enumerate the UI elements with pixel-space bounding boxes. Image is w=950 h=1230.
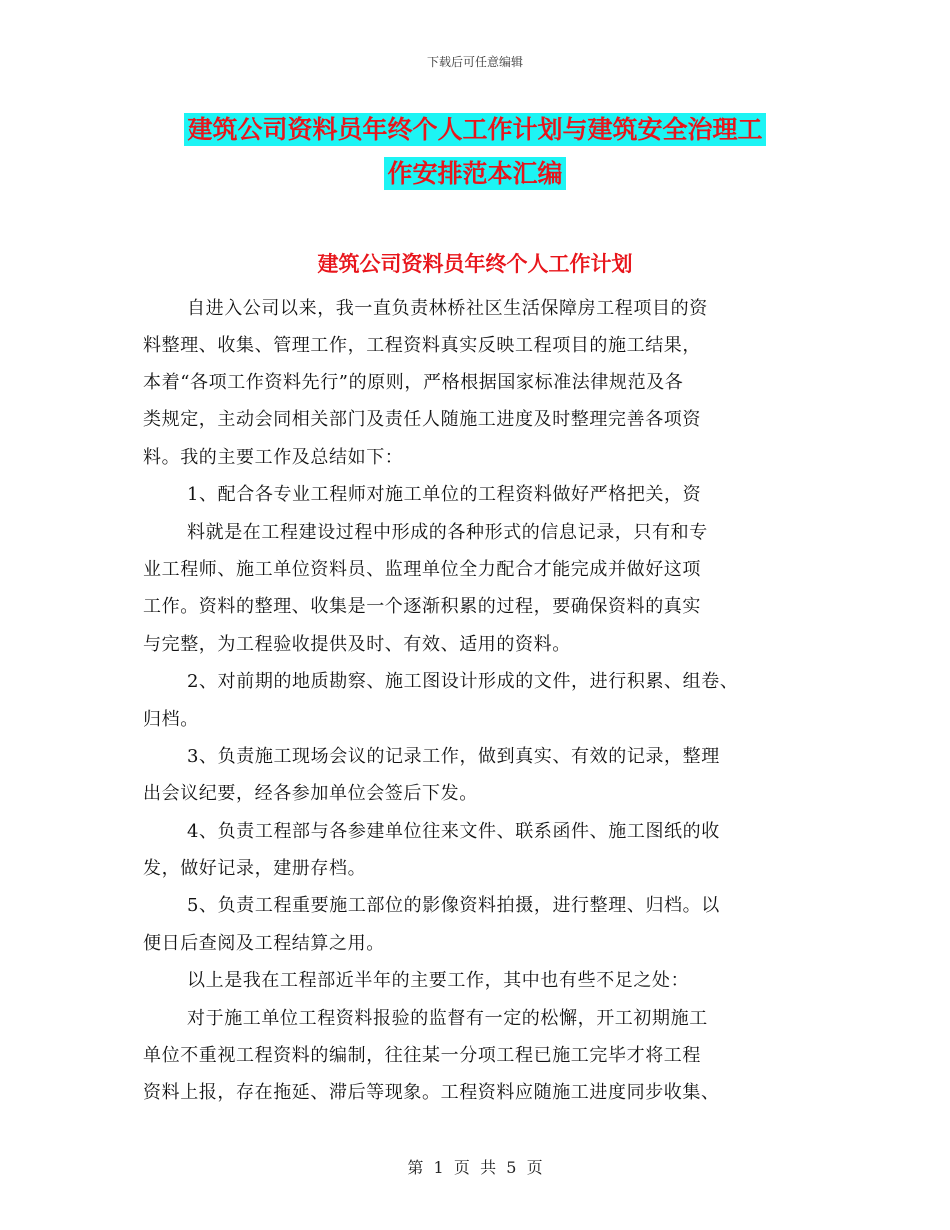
page-header-note: 下载后可任意编辑: [426, 55, 523, 69]
body-line: 本着“各项工作资料先行”的原则，严格根据国家标准法律规范及各: [143, 372, 684, 393]
title-line-1: [0, 113, 950, 147]
body-line: 料就是在工程建设过程中形成的各种形式的信息记录，只有和专: [187, 522, 708, 543]
title-line-2: [0, 157, 950, 191]
body-line: 以上是我在工程部近半年的主要工作，其中也有些不足之处：: [187, 970, 690, 991]
body-line: 单位不重视工程资料的编制，往往某一分项工程已施工完毕才将工程: [143, 1045, 701, 1066]
body-line: 对于施工单位工程资料报验的监督有一定的松懈，开工初期施工: [187, 1008, 708, 1029]
section-title: 建筑公司资料员年终个人工作计划: [317, 251, 633, 276]
body-line: 自进入公司以来，我一直负责林桥社区生活保障房工程项目的资: [187, 298, 708, 319]
body-line: 业工程师、施工单位资料员、监理单位全力配合才能完成并做好这项: [143, 559, 701, 580]
title-line-1-text: 建筑公司资料员年终个人工作计划与建筑安全治理工: [184, 113, 765, 146]
body-line: 资料上报，存在拖延、滞后等现象。工程资料应随施工进度同步收集、: [143, 1082, 720, 1103]
body-line: 发，做好记录，建册存档。: [143, 858, 367, 879]
body-line: 与完整，为工程验收提供及时、有效、适用的资料。: [143, 634, 571, 655]
body-line: 1、配合各专业工程师对施工单位的工程资料做好严格把关，资: [187, 484, 702, 505]
body-line: 便日后查阅及工程结算之用。: [143, 933, 385, 954]
body-line: 5、负责工程重要施工部位的影像资料拍摄，进行整理、归档。以: [187, 895, 720, 916]
body-line: 4、负责工程部与各参建单位往来文件、联系函件、施工图纸的收: [187, 821, 720, 842]
body-line: 3、负责施工现场会议的记录工作，做到真实、有效的记录，整理: [187, 746, 720, 767]
page-number-footer: 第 1 页 共 5 页: [407, 1158, 543, 1177]
body-line: 工作。资料的整理、收集是一个逐渐积累的过程，要确保资料的真实: [143, 596, 701, 617]
body-line: 料。我的主要工作及总结如下：: [143, 447, 404, 468]
title-line-2-text: 作安排范本汇编: [384, 157, 565, 190]
body-line: 2、对前期的地质勘察、施工图设计形成的文件，进行积累、组卷、: [187, 671, 739, 692]
body-line: 料整理、收集、管理工作，工程资料真实反映工程项目的施工结果，: [143, 335, 701, 356]
body-line: 类规定，主动会同相关部门及责任人随施工进度及时整理完善各项资: [143, 409, 701, 430]
body-line: 归档。: [143, 709, 199, 730]
body-line: 出会议纪要，经各参加单位会签后下发。: [143, 783, 478, 804]
